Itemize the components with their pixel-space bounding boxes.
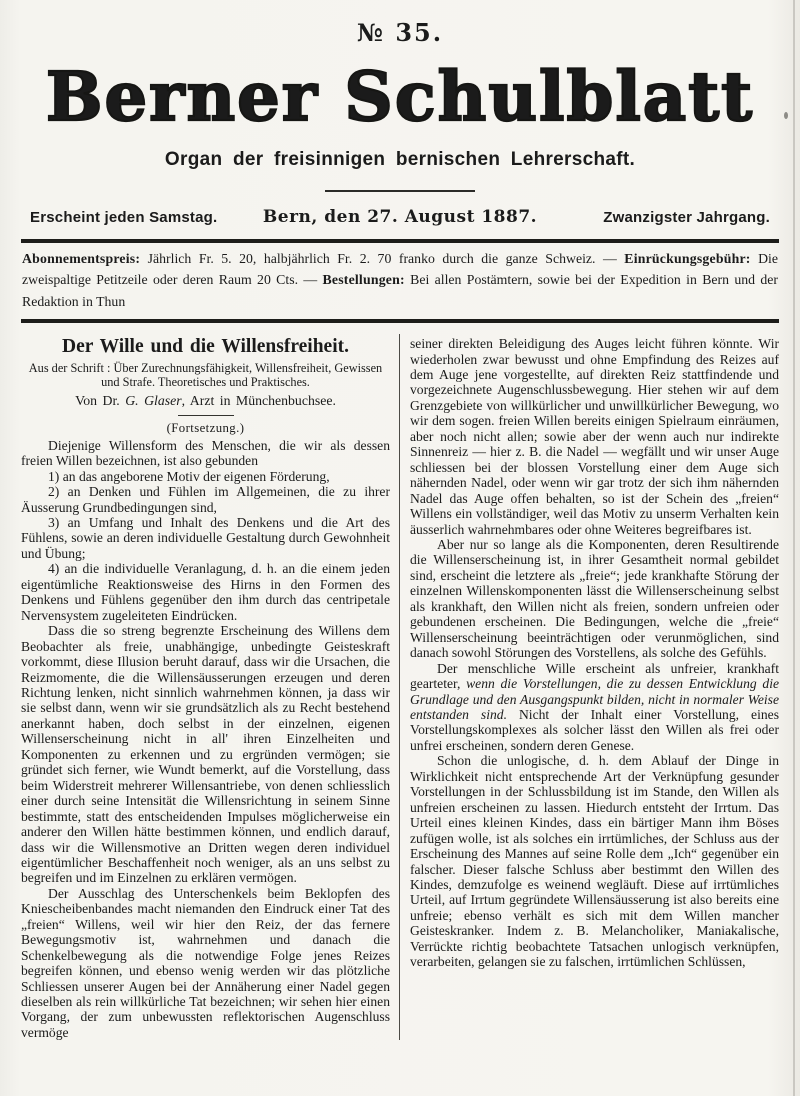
right-paragraph-3: [410, 661, 779, 754]
right-paragraph-4: Schon die unlogische, d. h. dem Ablauf der Dinge in Wirklichkeit nicht entsprechende Art der Verknüpfung gesunder Vorstellungen in der Schlussbildung ist im Stande, den Willen als unfreien erscheinen zu lassen. Hiedurch entsteht der Irrtum. Das Urteil eines kleinen Kindes, dass ein bärtiger Mann ihm Böses zufügen wolle, ist als solches ein irrtümliches, der Schluss aus der Erscheinung des Mannes auf seine Rolle dem „Ich“ gegenüber ein falscher. Dieser falsche Schluss aber bestimmt den Willen des Kindes, demzufolge es weinend wegläuft. Diese auf irrtümliches Urteil, auf Irrtum gegründete Willensäusserung ist also bereits eine unfreie; ebenso verhält es sich mit dem Willen mancher Geisteskranker. Indem z. B. Melancholiker, Maniakalische, Verrückte richtig beobachtete Tatsachen unlogisch verknüpfen, verarbeiten, gelangen sie zu falschen, irrtümlichen Schlüssen,: [410, 753, 779, 970]
issue-number: № 35.: [356, 18, 444, 47]
orders-text: Bei allen Postämtern, sowie bei der Expedition in Bern und der Redaktion in Thun: [22, 272, 778, 309]
subscription-text: Jährlich Fr. 5. 20, halbjährlich Fr. 2. 70 franko durch die ganze Schweiz. —: [140, 251, 625, 266]
left-paragraph-2: Dass die so streng begrenzte Erscheinung des Willens dem Beobachter als freie, unabhängige, unbedingte Geisteskraft vorkommt, diese Illusion beruht darauf, dass wir die Ursachen, die Reizmomente, die die Willensäusserungen erzeugen und deren Richtung lenken, nicht sinnlich wahrnehmen können, ja dass wir sie selbst dann, wenn wir sie grundsätzlich als zu Recht bestehend anerkannt haben, doch selbst in der einzelnen, eigenen Willenserscheinung nicht in all' ihren Einzelheiten und Komponenten zu erkennen und zu ergründen vermögen; sie gründet sich ferner, wie Wundt bemerkt, auf die Vorstellung, dass beim Widerstreit mehrerer Willensantriebe, von denen schliesslich einer durch seine Intensität die Willensrichtung in seinem Sinne bestimmte, statt des entscheidenden Impulses möglicherweise ein anderer den Willen hätte bestimmen können, und endlich darauf, dass wir die Willensmotive an Dritten wegen deren individuel eigentümlicher Beschaffenheit noch weniger, als an uns selbst zu begreifen und im Einzelnen zu erklären vermögen.: [21, 623, 390, 886]
article: [21, 334, 779, 1040]
right-paragraph-3-end: Nicht der Inhalt einer Vorstellung, eines Vorstellungskomplexes als solcher lässt den Willen als frei oder unfrei erscheinen, sondern deren Genese.: [410, 707, 779, 753]
publication-schedule: Erscheint jeden Samstag.: [30, 209, 218, 226]
byline-suffix: , Arzt in Münchenbuchsee.: [181, 392, 336, 408]
orders-label: Bestellungen:: [322, 272, 405, 288]
left-list-item-2: 2) an Denken und Fühlen im Allgemeinen, die zu ihrer Äusserung Grundbedingungen sind,: [21, 484, 390, 515]
subscription-label: Abonnementspreis:: [22, 251, 141, 266]
date-row: [30, 207, 770, 227]
date-line: Bern, den 27. August 1887.: [262, 207, 538, 227]
right-paragraph-1: seiner direkten Beleidigung des Auges leicht führen könnte. Wir wiederholen zwar bewusst und ohne Empfindung des Reizes auf dem Auge jene vorgestellte, auf direkten Reiz stattfindende und vorgezeichnete Augenschlussbewegung. Hier stehen wir auf dem Grenzgebiete von willkürlicher und unwillkürlicher Bewegung, wo wir dem sogen. freien Willen bereits einigen Spielraum einräumen, aber noch nicht allen; sowie aber der wenn auch nur indirekte Sinnenreiz — hier z. B. die Nadel — wegfällt und wir unser Auge schliessen bei der blossen Vorstellung einer dem Auge sich nähernden Nadel, oder wenn wir gar trotz der sich ihm nähernden Nadel das Auge offen behalten, so ist der Schein des „freien“ Willens ein vollständiger, weil das Motiv zu unserm Verhalten kein äusserlich wahrnehmbares oder ohne Weiteres begreifbares ist.: [410, 336, 779, 537]
imprint-block: [21, 239, 779, 323]
byline-author: G. Glaser: [125, 392, 182, 408]
byline-prefix: Von Dr.: [75, 392, 126, 408]
right-paragraph-3-italic: wenn die Vorstellungen, die zu dessen Entwicklung die Grundlage und den Ausgangspunkt bilden, nicht in normaler Weise entstanden sind.: [410, 676, 780, 722]
left-paragraph-1: Diejenige Willensform des Menschen, die wir als dessen freien Willen bezeichnen, ist also gebunden: [21, 437, 390, 469]
article-heading: Der Wille und die Willensfreiheit.: [62, 336, 349, 358]
byline: [21, 393, 390, 409]
left-list-item-3: 3) an Umfang und Inhalt des Denkens und die Art des Fühlens, sowie an deren individuelle Gestaltung durch Gewohnheit und Übung;: [21, 514, 390, 561]
byline-rule: [178, 415, 234, 416]
column-left: [21, 334, 399, 1040]
continuation-note: (Fortsetzung.): [166, 420, 245, 435]
paper-subtitle: Organ der freisinnigen bernischen Lehrerschaft.: [164, 149, 636, 170]
column-right: [400, 334, 779, 1040]
masthead-rule: [325, 190, 475, 192]
left-list-item-4: 4) an die individuelle Veranlagung, d. h. an die einem jeden eigentümliche Reaktionsweise des Hirns in den Formen des Denkens und Fühlens gegenüber den ihm durch das centripetale Nervensystem zugeleiteten Eindrücken.: [21, 561, 390, 623]
insertion-fee-label: Einrückungsgebühr:: [624, 251, 751, 266]
scan-edge-artifact: [793, 0, 795, 1096]
paper-title: Berner Schulblatt: [45, 57, 755, 136]
volume-note: Zwanzigster Jahrgang.: [603, 209, 770, 226]
right-paragraph-2: Aber nur so lange als die Komponenten, deren Resultirende die Willenserscheinung ist, in ihrer Gesamtheit normal gebildet sind, erscheint die letztere als „freie“; jede krankhafte Störung der einzelnen Willenskomponenten lässt die Willenserscheinung selbst als krankhaft, den Willen nicht als freien, sondern unfreien oder gebundenen erscheinen. Die Bedingungen, welche die „freie“ Willenserscheinung beeinträchtigen oder verunmöglichen, sind danach sowohl Störungen des Vorstellens, als solche des Gefühls.: [410, 537, 779, 661]
insertion-fee-text: Die zweispaltige Petitzeile oder deren Raum 20 Cts. —: [22, 251, 778, 288]
source-note: Aus der Schrift : Über Zurechnungsfähigkeit, Willensfreiheit, Gewissen und Strafe. Theoretisches und Praktisches.: [28, 361, 383, 390]
right-paragraph-3-start: Der menschliche Wille erscheint als unfreier, krankhaft gearteter,: [410, 660, 779, 692]
left-list-item-1: 1) an das angeborene Motiv der eigenen Förderung,: [48, 468, 330, 484]
scan-smudge-artifact: [784, 112, 788, 119]
masthead: [0, 0, 800, 227]
left-paragraph-3: Der Ausschlag des Unterschenkels beim Beklopfen des Kniescheibenbandes macht niemanden den Eindruck einer Tat des „freien“ Willens, weil wir hier den Reiz, der das fernere Bewegungsmotiv ist, wahrnehmen und danach die Schenkelbewegung als die notwendige Folge jenes Reizes begreifen können, und ebenso wenig werden wir das plötzliche Schliessen unserer Augen bei der Annäherung einer Nadel gegen dieselben als rein willkürliche Tat bezeichnen; wir sehen hier einen Vorgang, der zum unbewussten reflektorischen Augenschluss vermöge: [21, 885, 390, 1040]
